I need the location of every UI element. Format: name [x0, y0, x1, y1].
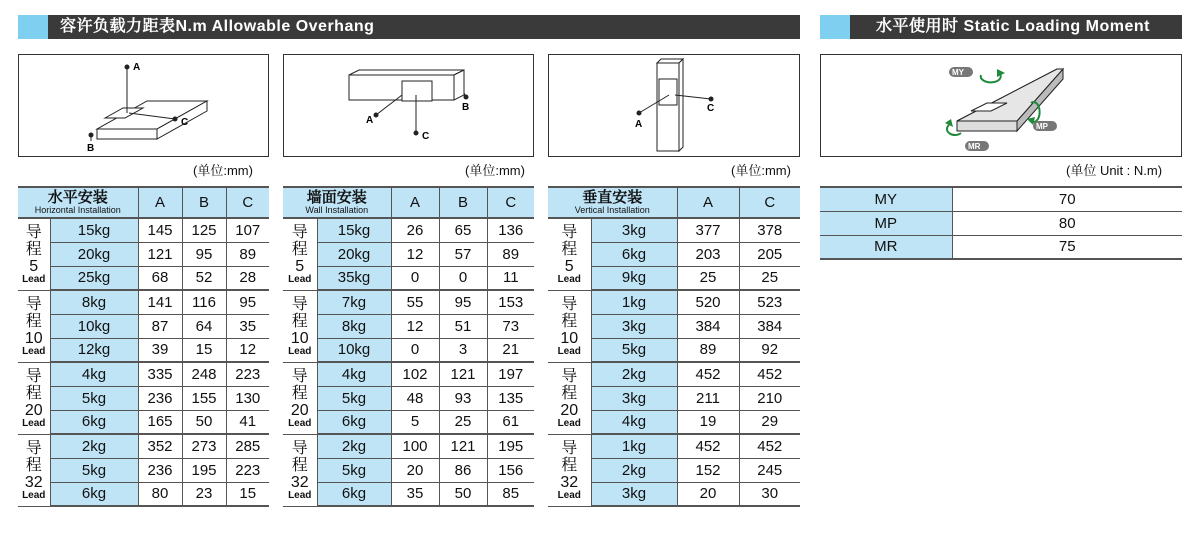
lead-word: Lead	[557, 417, 581, 429]
vertical-installation-table	[548, 186, 800, 507]
value-cell: 155	[182, 386, 226, 410]
value-cell: 25	[439, 410, 487, 434]
vertical-diagram	[548, 54, 800, 157]
table-row	[548, 290, 800, 314]
lead-word: Lead	[557, 489, 581, 501]
value-cell: 52	[182, 266, 226, 290]
vertical-slide-icon	[549, 55, 801, 158]
value-cell: 48	[391, 386, 439, 410]
lead-cell	[283, 290, 317, 362]
load-cell: 10kg	[317, 338, 391, 362]
col-c: C	[487, 187, 534, 218]
load-cell: 9kg	[591, 266, 677, 290]
lead-value: 5	[295, 257, 305, 275]
load-cell: 3kg	[591, 218, 677, 242]
lead-cn-1: 导	[291, 295, 308, 313]
lead-value: 5	[564, 257, 574, 275]
value-cell: 452	[677, 434, 739, 458]
table-row	[18, 410, 269, 434]
moment-slide-icon	[821, 55, 1183, 158]
wall-installation-table	[283, 186, 534, 507]
value-cell: 28	[226, 266, 269, 290]
header-accent	[18, 15, 48, 39]
lead-cn-1: 导	[561, 295, 578, 313]
table-row	[18, 242, 269, 266]
value-cell: 55	[391, 290, 439, 314]
value-cell: 165	[138, 410, 182, 434]
value-cell: 12	[391, 242, 439, 266]
load-cell: 2kg	[591, 458, 677, 482]
load-cell: 6kg	[591, 242, 677, 266]
load-cell: 7kg	[317, 290, 391, 314]
label-b: B	[87, 143, 95, 154]
value-cell: 141	[138, 290, 182, 314]
value-cell: 210	[739, 386, 800, 410]
value-cell: 89	[226, 242, 269, 266]
lead-value: 5	[29, 257, 39, 275]
value-cell: 152	[677, 458, 739, 482]
lead-word: Lead	[22, 345, 46, 357]
lead-cn-2: 程	[291, 384, 308, 402]
value-cell: 523	[739, 290, 800, 314]
load-cell: 15kg	[50, 218, 138, 242]
table-row	[283, 410, 534, 434]
lead-cn-1: 导	[291, 367, 308, 385]
value-cell: 205	[739, 242, 800, 266]
load-cell: 12kg	[50, 338, 138, 362]
title-en: Vertical Installation	[574, 205, 650, 215]
load-cell: 6kg	[50, 410, 138, 434]
table-row	[18, 362, 269, 386]
col-a: A	[677, 187, 739, 218]
table-row	[283, 314, 534, 338]
unit-note-wall: (单位:mm)	[465, 163, 525, 178]
unit-note-vertical: (单位:mm)	[731, 163, 791, 178]
label-b: B	[462, 102, 470, 113]
value-cell: 15	[226, 482, 269, 506]
lead-value: 20	[560, 401, 579, 419]
table-row	[283, 434, 534, 458]
lead-cell	[18, 218, 50, 290]
table-row	[283, 218, 534, 242]
load-cell: 5kg	[317, 386, 391, 410]
title-en: Wall Installation	[305, 205, 369, 215]
value-cell: 20	[391, 458, 439, 482]
value-cell: 65	[439, 218, 487, 242]
value-cell: 20	[677, 482, 739, 506]
table-row	[283, 386, 534, 410]
label-c: C	[181, 117, 189, 128]
lead-cell	[283, 434, 317, 506]
value-cell: 95	[439, 290, 487, 314]
lead-value: 10	[560, 329, 579, 347]
lead-cn-1: 导	[561, 439, 578, 457]
value-cell: 0	[391, 266, 439, 290]
table-row	[18, 434, 269, 458]
table-row	[548, 362, 800, 386]
table-row	[18, 290, 269, 314]
value-cell: 11	[487, 266, 534, 290]
load-cell: 3kg	[591, 482, 677, 506]
lead-word: Lead	[288, 273, 312, 285]
load-cell: 20kg	[317, 242, 391, 266]
value-cell: 236	[138, 386, 182, 410]
table-row	[18, 338, 269, 362]
value-cell: 452	[739, 434, 800, 458]
lead-value: 32	[290, 473, 309, 491]
value-cell: 12	[226, 338, 269, 362]
moment-name: MY	[820, 187, 952, 211]
lead-cn-2: 程	[291, 312, 308, 330]
lead-cn-2: 程	[561, 384, 578, 402]
table-row	[18, 218, 269, 242]
value-cell: 223	[226, 458, 269, 482]
moment-row	[820, 235, 1182, 259]
label-a: A	[133, 62, 141, 73]
value-cell: 116	[182, 290, 226, 314]
lead-value: 10	[290, 329, 309, 347]
col-c: C	[226, 187, 269, 218]
value-cell: 273	[182, 434, 226, 458]
value-cell: 15	[182, 338, 226, 362]
label-a: A	[366, 115, 374, 126]
col-b: B	[182, 187, 226, 218]
title-cn: 水平安装	[47, 189, 108, 206]
lead-cell	[283, 362, 317, 434]
lead-cn-1: 导	[25, 223, 42, 241]
lead-cn-2: 程	[291, 456, 308, 474]
static-loading-moment-header	[820, 15, 1182, 39]
table-row	[18, 482, 269, 506]
label-c: C	[707, 103, 715, 114]
lead-cn-2: 程	[561, 240, 578, 258]
value-cell: 3	[439, 338, 487, 362]
value-cell: 80	[138, 482, 182, 506]
load-cell: 6kg	[50, 482, 138, 506]
title-cn: 墙面安装	[306, 189, 367, 206]
load-cell: 25kg	[50, 266, 138, 290]
value-cell: 85	[487, 482, 534, 506]
value-cell: 153	[487, 290, 534, 314]
load-cell: 6kg	[317, 482, 391, 506]
load-cell: 20kg	[50, 242, 138, 266]
value-cell: 236	[138, 458, 182, 482]
value-cell: 73	[487, 314, 534, 338]
table-row	[283, 290, 534, 314]
table-title	[18, 187, 138, 218]
value-cell: 452	[739, 362, 800, 386]
load-cell: 8kg	[50, 290, 138, 314]
col-a: A	[391, 187, 439, 218]
value-cell: 195	[487, 434, 534, 458]
lead-cell	[548, 218, 591, 290]
value-cell: 12	[391, 314, 439, 338]
horizontal-slide-icon	[19, 55, 270, 158]
value-cell: 335	[138, 362, 182, 386]
load-cell: 3kg	[591, 314, 677, 338]
table-row	[548, 218, 800, 242]
lead-cn-1: 导	[25, 367, 42, 385]
value-cell: 121	[439, 362, 487, 386]
label-mr: MR	[968, 142, 981, 151]
lead-cell	[18, 290, 50, 362]
lead-cn-2: 程	[25, 456, 42, 474]
load-cell: 5kg	[317, 458, 391, 482]
moment-value: 75	[952, 235, 1182, 259]
lead-cn-1: 导	[561, 223, 578, 241]
table-row	[18, 386, 269, 410]
lead-cn-1: 导	[291, 223, 308, 241]
table-title	[548, 187, 677, 218]
lead-cell	[548, 434, 591, 506]
value-cell: 35	[226, 314, 269, 338]
load-cell: 4kg	[591, 410, 677, 434]
value-cell: 135	[487, 386, 534, 410]
table-row	[283, 266, 534, 290]
lead-cn-2: 程	[25, 240, 42, 258]
lead-cell	[18, 434, 50, 506]
value-cell: 223	[226, 362, 269, 386]
value-cell: 26	[391, 218, 439, 242]
load-cell: 5kg	[50, 386, 138, 410]
value-cell: 384	[739, 314, 800, 338]
value-cell: 211	[677, 386, 739, 410]
value-cell: 352	[138, 434, 182, 458]
lead-cn-2: 程	[561, 312, 578, 330]
value-cell: 95	[226, 290, 269, 314]
table-row	[283, 242, 534, 266]
lead-value: 32	[24, 473, 43, 491]
load-cell: 8kg	[317, 314, 391, 338]
lead-cell	[18, 362, 50, 434]
label-my: MY	[952, 68, 964, 77]
allowable-overhang-title: 容许负载力距表N.m Allowable Overhang	[60, 18, 375, 35]
load-cell: 4kg	[50, 362, 138, 386]
load-cell: 1kg	[591, 290, 677, 314]
wall-diagram	[283, 54, 534, 157]
value-cell: 25	[677, 266, 739, 290]
load-cell: 35kg	[317, 266, 391, 290]
moment-row	[820, 211, 1182, 235]
value-cell: 89	[677, 338, 739, 362]
value-cell: 136	[487, 218, 534, 242]
value-cell: 285	[226, 434, 269, 458]
title-en: Horizontal Installation	[34, 205, 121, 215]
load-cell: 5kg	[591, 338, 677, 362]
label-mp: MP	[1036, 122, 1048, 131]
col-b: B	[439, 187, 487, 218]
lead-cn-1: 导	[25, 439, 42, 457]
value-cell: 50	[439, 482, 487, 506]
value-cell: 156	[487, 458, 534, 482]
moment-name: MR	[820, 235, 952, 259]
table-row	[283, 458, 534, 482]
value-cell: 203	[677, 242, 739, 266]
value-cell: 5	[391, 410, 439, 434]
lead-cn-2: 程	[25, 384, 42, 402]
value-cell: 29	[739, 410, 800, 434]
moment-value: 80	[952, 211, 1182, 235]
unit-note-moment: (单位 Unit : N.m)	[1066, 163, 1163, 178]
value-cell: 248	[182, 362, 226, 386]
value-cell: 121	[138, 242, 182, 266]
table-row	[18, 266, 269, 290]
load-cell: 5kg	[50, 458, 138, 482]
load-cell: 2kg	[591, 362, 677, 386]
load-cell: 10kg	[50, 314, 138, 338]
col-a: A	[138, 187, 182, 218]
unit-note-horizontal: (单位:mm)	[193, 163, 253, 178]
static-moment-table	[820, 186, 1182, 260]
title-cn: 垂直安装	[582, 189, 643, 206]
moment-diagram	[820, 54, 1182, 157]
lead-cn-1: 导	[291, 439, 308, 457]
lead-word: Lead	[557, 345, 581, 357]
moment-row	[820, 187, 1182, 211]
horizontal-installation-table	[18, 186, 269, 507]
value-cell: 125	[182, 218, 226, 242]
value-cell: 520	[677, 290, 739, 314]
table-row	[18, 314, 269, 338]
value-cell: 245	[739, 458, 800, 482]
value-cell: 377	[677, 218, 739, 242]
load-cell: 2kg	[50, 434, 138, 458]
value-cell: 384	[677, 314, 739, 338]
table-title	[283, 187, 391, 218]
value-cell: 93	[439, 386, 487, 410]
value-cell: 95	[182, 242, 226, 266]
load-cell: 15kg	[317, 218, 391, 242]
value-cell: 197	[487, 362, 534, 386]
table-row	[548, 434, 800, 458]
lead-word: Lead	[288, 489, 312, 501]
load-cell: 6kg	[317, 410, 391, 434]
value-cell: 452	[677, 362, 739, 386]
value-cell: 0	[439, 266, 487, 290]
lead-word: Lead	[288, 345, 312, 357]
value-cell: 107	[226, 218, 269, 242]
label-a: A	[635, 119, 643, 130]
lead-word: Lead	[22, 489, 46, 501]
value-cell: 64	[182, 314, 226, 338]
value-cell: 68	[138, 266, 182, 290]
value-cell: 25	[739, 266, 800, 290]
lead-word: Lead	[288, 417, 312, 429]
value-cell: 35	[391, 482, 439, 506]
load-cell: 3kg	[591, 386, 677, 410]
value-cell: 61	[487, 410, 534, 434]
lead-cn-2: 程	[291, 240, 308, 258]
value-cell: 378	[739, 218, 800, 242]
lead-value: 10	[24, 329, 43, 347]
lead-word: Lead	[557, 273, 581, 285]
table-row	[18, 458, 269, 482]
lead-cn-2: 程	[25, 312, 42, 330]
lead-cn-2: 程	[561, 456, 578, 474]
value-cell: 195	[182, 458, 226, 482]
horizontal-diagram	[18, 54, 269, 157]
static-loading-moment-title: 水平使用时 Static Loading Moment	[876, 18, 1150, 35]
lead-value: 20	[290, 401, 309, 419]
lead-cn-1: 导	[25, 295, 42, 313]
value-cell: 21	[487, 338, 534, 362]
lead-word: Lead	[22, 273, 46, 285]
value-cell: 0	[391, 338, 439, 362]
value-cell: 121	[439, 434, 487, 458]
value-cell: 57	[439, 242, 487, 266]
moment-name: MP	[820, 211, 952, 235]
load-cell: 2kg	[317, 434, 391, 458]
lead-cell	[283, 218, 317, 290]
wall-slide-icon	[284, 55, 535, 158]
value-cell: 41	[226, 410, 269, 434]
lead-value: 20	[24, 401, 43, 419]
lead-cn-1: 导	[561, 367, 578, 385]
label-c: C	[422, 131, 430, 142]
value-cell: 92	[739, 338, 800, 362]
value-cell: 145	[138, 218, 182, 242]
value-cell: 39	[138, 338, 182, 362]
value-cell: 50	[182, 410, 226, 434]
value-cell: 130	[226, 386, 269, 410]
table-row	[283, 362, 534, 386]
table-row	[283, 338, 534, 362]
value-cell: 30	[739, 482, 800, 506]
lead-value: 32	[560, 473, 579, 491]
value-cell: 51	[439, 314, 487, 338]
value-cell: 87	[138, 314, 182, 338]
col-c: C	[739, 187, 800, 218]
value-cell: 23	[182, 482, 226, 506]
value-cell: 89	[487, 242, 534, 266]
lead-word: Lead	[22, 417, 46, 429]
lead-cell	[548, 290, 591, 362]
moment-value: 70	[952, 187, 1182, 211]
lead-cell	[548, 362, 591, 434]
load-cell: 1kg	[591, 434, 677, 458]
load-cell: 4kg	[317, 362, 391, 386]
header-accent	[820, 15, 850, 39]
table-row	[283, 482, 534, 506]
value-cell: 86	[439, 458, 487, 482]
value-cell: 100	[391, 434, 439, 458]
value-cell: 19	[677, 410, 739, 434]
allowable-overhang-header	[18, 15, 800, 39]
value-cell: 102	[391, 362, 439, 386]
